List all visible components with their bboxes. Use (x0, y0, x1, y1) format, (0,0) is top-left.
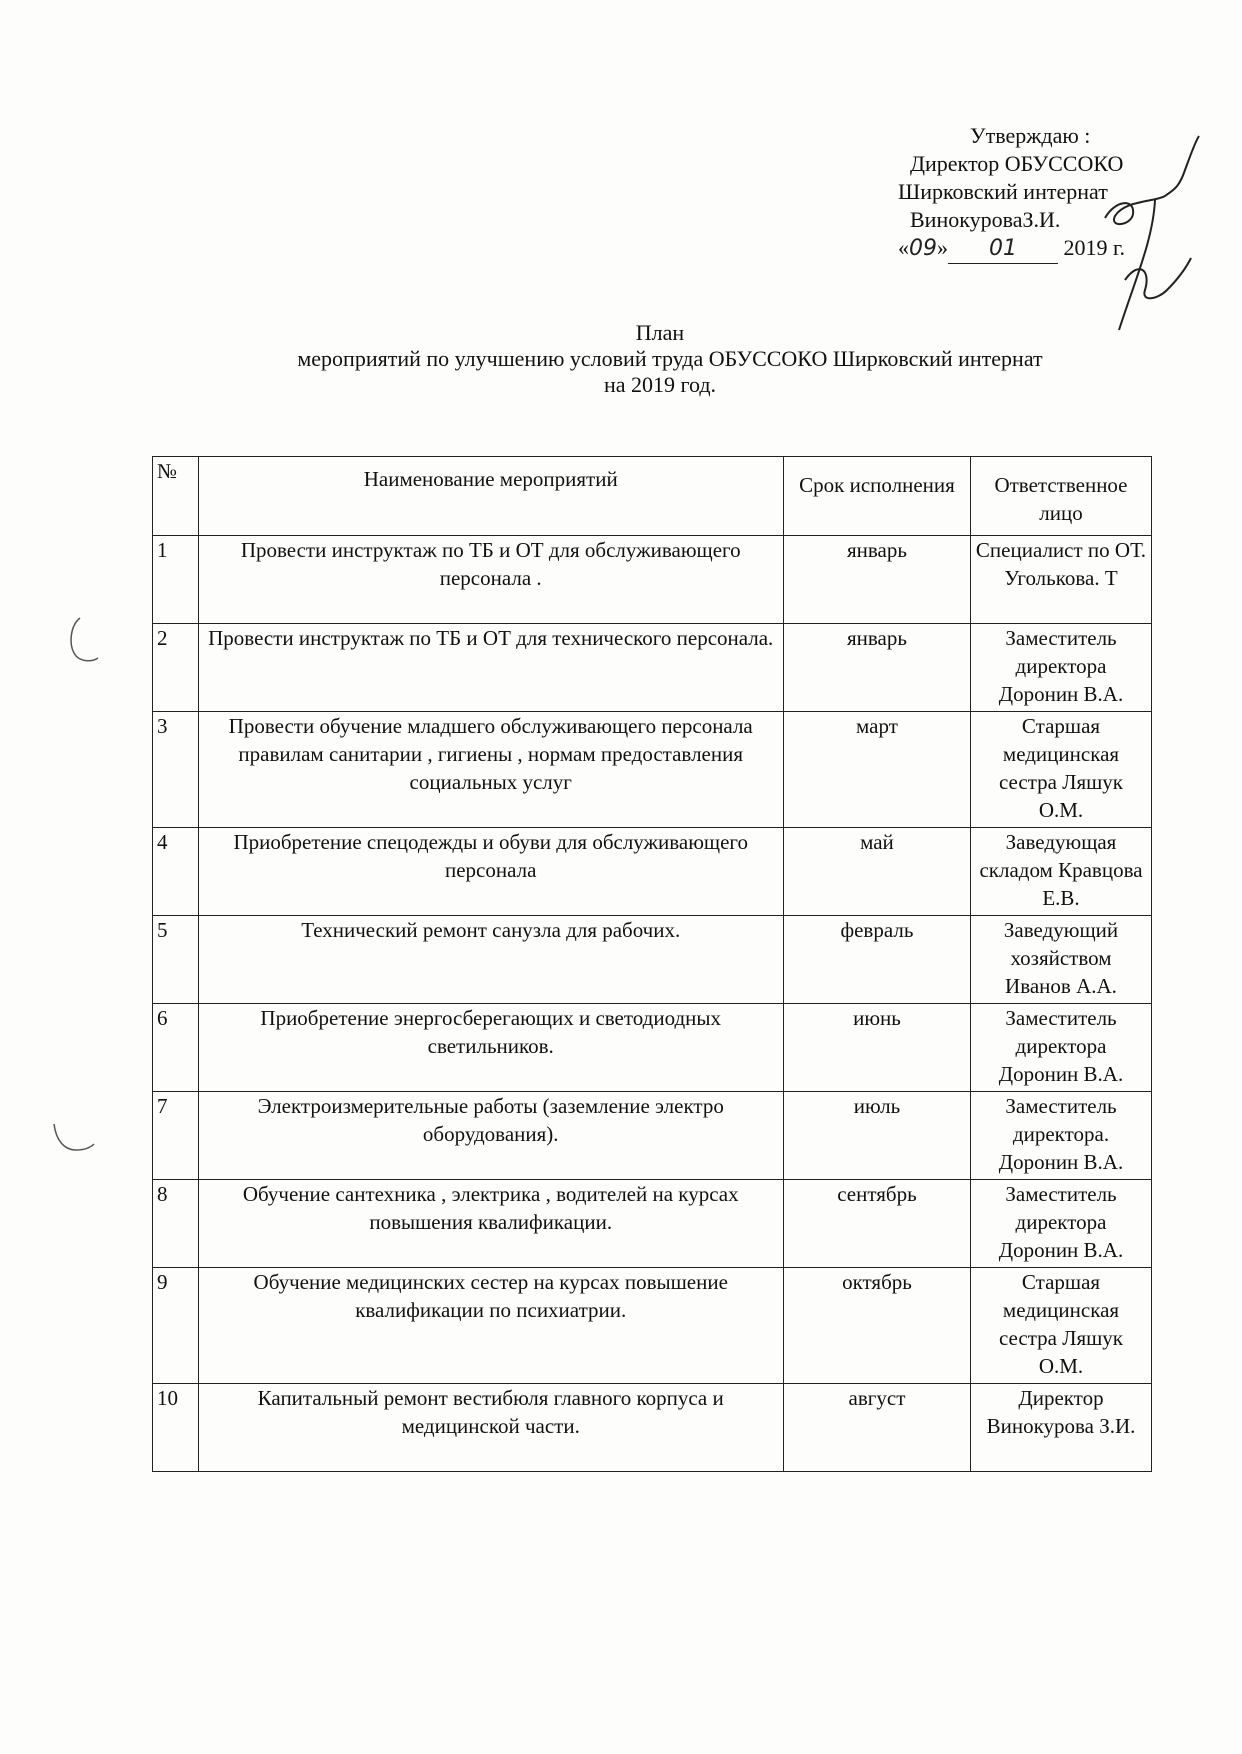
row-responsible: Директор Винокурова З.И. (970, 1384, 1151, 1472)
header-responsible: Ответственное лицо (970, 457, 1151, 536)
row-responsible: Старшая медицинская сестра Ляшук О.М. (970, 712, 1151, 828)
row-deadline: июль (783, 1092, 970, 1180)
row-measure: Обучение сантехника , электрика , водителей на курсах повышения квалификации. (198, 1180, 783, 1268)
row-responsible: Заместитель директора Доронин В.А. (970, 1004, 1151, 1092)
approval-position: Директор ОБУССОКО (910, 151, 1124, 176)
row-number: 3 (153, 712, 199, 828)
approval-heading: Утверждаю : (970, 123, 1091, 148)
date-quote-close: » (937, 235, 948, 260)
row-responsible: Старшая медицинская сестра Ляшук О.М. (970, 1268, 1151, 1384)
row-deadline: октябрь (783, 1268, 970, 1384)
row-number: 1 (153, 536, 199, 624)
approval-organization: Ширковский интернат (898, 179, 1108, 204)
title-line-2: мероприятий по улучшению условий труда ОБУССОКО Ширковский интернат (297, 346, 1043, 371)
date-quote-open: « (898, 235, 909, 260)
table-row (153, 1180, 1152, 1268)
row-deadline: май (783, 828, 970, 916)
row-measure: Провести обучение младшего обслуживающего персонала правилам санитарии , гигиены , нормам предоставления социальных услуг (198, 712, 783, 828)
row-number: 8 (153, 1180, 199, 1268)
table-row (153, 536, 1152, 624)
row-responsible: Заместитель директора Доронин В.А. (970, 1180, 1151, 1268)
row-measure: Обучение медицинских сестер на курсах повышение квалификации по психиатрии. (198, 1268, 783, 1384)
table-row (153, 1004, 1152, 1092)
row-responsible: Заместитель директора. Доронин В.А. (970, 1092, 1151, 1180)
row-number: 10 (153, 1384, 199, 1472)
document-title (0, 320, 1242, 398)
row-measure: Технический ремонт санузла для рабочих. (198, 916, 783, 1004)
margin-punch-mark-bottom (50, 1120, 96, 1160)
row-deadline: март (783, 712, 970, 828)
table-row (153, 1268, 1152, 1384)
table-row (153, 1092, 1152, 1180)
row-deadline: февраль (783, 916, 970, 1004)
row-measure: Приобретение энергосберегающих и светодиодных светильников. (198, 1004, 783, 1092)
row-responsible: Заведующая складом Кравцова Е.В. (970, 828, 1151, 916)
margin-punch-mark-top (62, 612, 102, 668)
date-year: 2019 г. (1063, 235, 1126, 260)
row-deadline: сентябрь (783, 1180, 970, 1268)
header-measure: Наименование мероприятий (198, 457, 783, 536)
row-measure: Капитальный ремонт вестибюля главного корпуса и медицинской части. (198, 1384, 783, 1472)
row-deadline: январь (783, 536, 970, 624)
title-line-1: План (635, 320, 685, 345)
row-measure: Провести инструктаж по ТБ и ОТ для технического персонала. (198, 624, 783, 712)
handwritten-signature (1095, 130, 1205, 350)
date-month: 01 (948, 235, 1058, 264)
row-deadline: август (783, 1384, 970, 1472)
table-row (153, 624, 1152, 712)
row-responsible: Заведующий хозяйством Иванов А.А. (970, 916, 1151, 1004)
row-number: 4 (153, 828, 199, 916)
table-row (153, 916, 1152, 1004)
table-row (153, 828, 1152, 916)
header-deadline: Срок исполнения (783, 457, 970, 536)
header-number: № (153, 457, 199, 536)
row-number: 6 (153, 1004, 199, 1092)
row-deadline: июнь (783, 1004, 970, 1092)
plan-table (152, 456, 1152, 1472)
row-responsible: Специалист по ОТ. Уголькова. Т (970, 536, 1151, 624)
row-number: 2 (153, 624, 199, 712)
row-measure: Провести инструктаж по ТБ и ОТ для обслуживающего персонала . (198, 536, 783, 624)
row-measure: Приобретение спецодежды и обуви для обслуживающего персонала (198, 828, 783, 916)
row-measure: Электроизмерительные работы (заземление электро оборудования). (198, 1092, 783, 1180)
row-number: 5 (153, 916, 199, 1004)
row-number: 9 (153, 1268, 199, 1384)
row-number: 7 (153, 1092, 199, 1180)
row-responsible: Заместитель директора Доронин В.А. (970, 624, 1151, 712)
approval-signer: ВинокуроваЗ.И. (910, 207, 1061, 232)
date-day: 09 (909, 236, 937, 261)
table-row (153, 712, 1152, 828)
table-row (153, 1384, 1152, 1472)
row-deadline: январь (783, 624, 970, 712)
title-line-3: на 2019 год. (603, 372, 717, 397)
table-header-row (153, 457, 1152, 536)
